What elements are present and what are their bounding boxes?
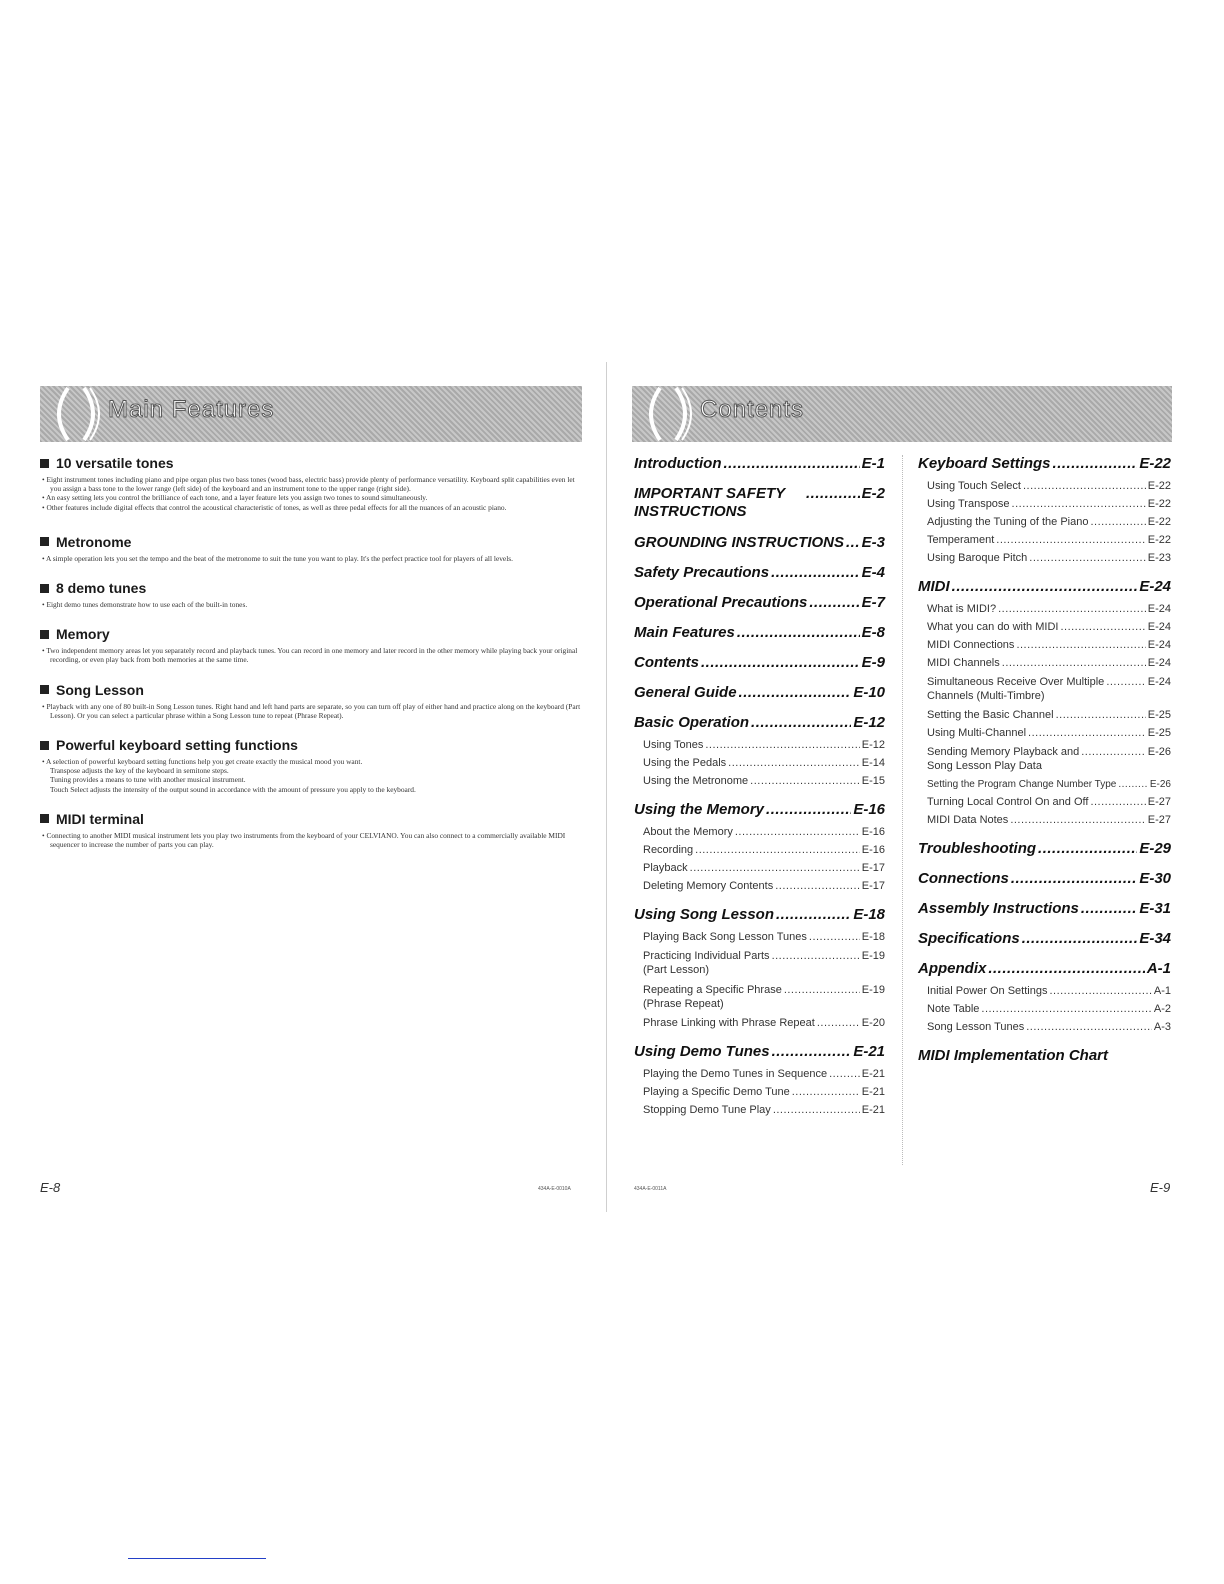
main-features-title: Main Features xyxy=(108,396,275,423)
toc-leader-dots xyxy=(1060,621,1145,633)
toc-subentry[interactable] xyxy=(918,675,1171,703)
feature-title: 10 versatile tones xyxy=(56,455,174,471)
toc-leader-dots xyxy=(750,775,860,787)
toc-leader-dots xyxy=(1081,900,1137,917)
toc-leader-dots xyxy=(809,931,860,943)
toc-subentry[interactable] xyxy=(918,552,1171,564)
toc-entry[interactable] xyxy=(634,624,885,641)
left-page-number: E-8 xyxy=(40,1180,61,1195)
feature-heading xyxy=(40,580,582,596)
toc-leader-dots xyxy=(771,564,860,581)
feature-bullet: • A simple operation lets you set the tempo and the beat of the metronome to suit the tune you want to play. It's the perfect practice tool for players of all levels. xyxy=(40,554,582,563)
toc-subentry[interactable] xyxy=(918,1003,1171,1015)
toc-page: E-7 xyxy=(861,594,885,611)
toc-label: What is MIDI? xyxy=(927,603,997,615)
toc-leader-dots xyxy=(1016,639,1145,651)
toc-page: E-24 xyxy=(1147,621,1171,633)
toc-label: Playback xyxy=(643,862,688,874)
toc-leader-dots xyxy=(988,960,1144,977)
toc-entry[interactable] xyxy=(634,485,885,521)
toc-leader-dots xyxy=(1011,870,1137,887)
toc-page: A-3 xyxy=(1153,1021,1171,1033)
toc-page: E-9 xyxy=(861,654,885,671)
contents-title: Contents xyxy=(700,396,805,423)
toc-page: E-21 xyxy=(861,1086,885,1098)
main-features-list xyxy=(40,455,582,849)
feature-bullet: • Connecting to another MIDI musical instrument lets you play two instruments from the keyboard of your CELVIANO. You can also connect to a commercially available MIDI sequencer to increase the number of parts you can play. xyxy=(40,831,582,849)
toc-page: E-20 xyxy=(861,1017,885,1029)
toc-leader-dots xyxy=(998,603,1146,615)
toc-leader-dots xyxy=(1023,480,1146,492)
toc-page: E-15 xyxy=(861,775,885,787)
toc-label: MIDI Implementation Chart xyxy=(918,1047,1109,1064)
toc-leader-dots xyxy=(739,684,852,701)
toc-label: Setting the Basic Channel xyxy=(927,709,1054,721)
left-page-code: 434A-E-0010A xyxy=(538,1186,571,1192)
feature-section xyxy=(40,580,582,609)
toc-leader-dots xyxy=(766,801,851,818)
page-fold xyxy=(606,362,607,1212)
toc-leader-dots xyxy=(806,485,860,502)
toc-leader-dots xyxy=(1012,498,1146,510)
toc-label: Using Touch Select xyxy=(927,480,1021,492)
toc-leader-dots xyxy=(735,826,860,838)
contents-banner xyxy=(632,386,1172,442)
toc-subentry[interactable] xyxy=(918,534,1171,546)
toc-leader-dots xyxy=(737,624,860,641)
feature-title: Song Lesson xyxy=(56,681,144,698)
toc-label: Temperament xyxy=(927,534,995,546)
feature-subline: Touch Select adjusts the intensity of the output sound in accordance with the amount of pressure you apply to the keyboard. xyxy=(50,784,416,794)
toc-label: Simultaneous Receive Over Multiple Channels (Multi-Timbre) xyxy=(927,676,1105,702)
toc-subentry[interactable] xyxy=(634,1017,885,1029)
square-bullet-icon xyxy=(40,685,49,694)
toc-leader-dots xyxy=(981,1003,1151,1015)
toc-subentry[interactable] xyxy=(634,880,885,892)
toc-page: E-10 xyxy=(853,684,885,701)
toc-leader-dots xyxy=(1002,657,1146,669)
feature-title: Powerful keyboard setting functions xyxy=(56,737,298,754)
toc-page: E-29 xyxy=(1139,840,1171,857)
toc-page: E-24 xyxy=(1147,676,1171,688)
toc-leader-dots xyxy=(772,950,860,962)
feature-bullet: • Two independent memory areas let you separately record and playback tunes. You can record in one memory and later record in the other memory while playing back your original recording, or even play back from both memories at the same time. xyxy=(40,646,582,664)
toc-page: E-21 xyxy=(861,1104,885,1116)
toc-page: E-24 xyxy=(1139,578,1171,595)
toc-label: Deleting Memory Contents xyxy=(643,880,774,892)
feature-title: Metronome xyxy=(56,533,132,550)
toc-subentry[interactable] xyxy=(634,826,885,838)
right-page-code: 434A-E-0011A xyxy=(634,1186,667,1192)
toc-subentry[interactable] xyxy=(918,621,1171,633)
toc-leader-dots xyxy=(695,844,860,856)
feature-subline: Tuning provides a means to tune with another musical instrument. xyxy=(50,775,246,785)
feature-subline: Transpose adjusts the key of the keyboard in semitone steps. xyxy=(50,766,229,776)
toc-subentry[interactable] xyxy=(634,1086,885,1098)
toc-leader-dots xyxy=(1118,779,1148,790)
toc-label: Using the Pedals xyxy=(643,757,727,769)
toc-page: E-2 xyxy=(861,485,885,502)
toc-page: E-30 xyxy=(1139,870,1171,887)
toc-page: E-27 xyxy=(1147,814,1171,826)
square-bullet-icon xyxy=(40,741,49,750)
toc-entry[interactable] xyxy=(918,578,1171,595)
toc-label: Appendix xyxy=(918,960,987,977)
toc-leader-dots xyxy=(705,739,859,751)
toc-entry[interactable] xyxy=(634,714,885,731)
square-bullet-icon xyxy=(40,814,49,823)
toc-page: E-22 xyxy=(1147,498,1171,510)
toc-leader-dots xyxy=(1028,727,1146,739)
toc-page: E-22 xyxy=(1147,534,1171,546)
toc-page: E-16 xyxy=(861,826,885,838)
toc-page: E-17 xyxy=(861,880,885,892)
toc-page: E-21 xyxy=(853,1043,885,1060)
main-features-banner xyxy=(40,386,582,442)
toc-label: Contents xyxy=(634,654,699,671)
bracket-logo-icon xyxy=(638,386,698,442)
toc-subentry[interactable] xyxy=(634,862,885,874)
toc-subentry[interactable] xyxy=(918,516,1171,528)
toc-entry[interactable] xyxy=(918,870,1171,887)
toc-entry[interactable] xyxy=(918,455,1171,472)
toc-subentry[interactable] xyxy=(634,983,885,1011)
toc-label: Sending Memory Playback and Song Lesson Play Data xyxy=(927,746,1080,772)
toc-label: Basic Operation xyxy=(634,714,750,731)
toc-page: E-24 xyxy=(1147,603,1171,615)
toc-subentry[interactable] xyxy=(918,498,1171,510)
toc-leader-dots xyxy=(1022,930,1138,947)
toc-label: Safety Precautions xyxy=(634,564,770,581)
toc-label: Stopping Demo Tune Play xyxy=(643,1104,771,1116)
feature-heading xyxy=(40,811,582,827)
toc-subentry[interactable] xyxy=(918,603,1171,615)
toc-page: E-22 xyxy=(1147,516,1171,528)
toc-entry[interactable] xyxy=(918,1047,1171,1064)
feature-title: Memory xyxy=(56,626,110,643)
toc-label: Main Features xyxy=(634,624,735,641)
feature-bullet: • An easy setting lets you control the brilliance of each tone, and a layer feature lets you assign two tones to sound simultaneously. xyxy=(40,493,582,502)
toc-page: E-22 xyxy=(1139,455,1171,472)
toc-label: Phrase Linking with Phrase Repeat xyxy=(643,1017,815,1029)
toc-leader-dots xyxy=(1081,746,1146,758)
toc-subentry[interactable] xyxy=(634,739,885,751)
feature-heading xyxy=(40,455,582,471)
toc-subentry[interactable] xyxy=(918,796,1171,808)
toc-leader-dots xyxy=(792,1086,860,1098)
toc-subentry[interactable] xyxy=(634,844,885,856)
right-page-number: E-9 xyxy=(1150,1180,1171,1195)
toc-leader-dots xyxy=(1049,985,1151,997)
toc-label: Using Tones xyxy=(643,739,704,751)
feature-bullet: • Playback with any one of 80 built-in Song Lesson tunes. Right hand and left hand parts are separate, so you can turn off play of either hand and practice along on the keyboard (Part Lesson). Or you can select a particular phrase within a Song Lesson tune to repeat (Phrase Repeat). xyxy=(40,702,582,720)
toc-page: E-34 xyxy=(1139,930,1171,947)
feature-bullet: • Other features include digital effects that control the acoustical characteristic of tones, as well as three pedal effects for all the nuances of an acoustic piano. xyxy=(40,503,582,512)
feature-heading xyxy=(40,682,582,698)
toc-page: E-25 xyxy=(1147,727,1171,739)
toc-entry[interactable] xyxy=(634,1043,885,1060)
toc-subentry[interactable] xyxy=(918,709,1171,721)
toc-page: E-17 xyxy=(861,862,885,874)
toc-label: Introduction xyxy=(634,455,722,472)
toc-page: E-19 xyxy=(861,984,885,996)
toc-page: E-12 xyxy=(853,714,885,731)
toc-page: E-1 xyxy=(861,455,885,472)
toc-leader-dots xyxy=(1010,814,1145,826)
toc-leader-dots xyxy=(846,534,860,551)
toc-entry[interactable] xyxy=(634,594,885,611)
toc-label: MIDI xyxy=(918,578,950,595)
toc-page: E-18 xyxy=(853,906,885,923)
toc-label: Playing Back Song Lesson Tunes xyxy=(643,931,807,943)
toc-page: E-19 xyxy=(861,950,885,962)
toc-leader-dots xyxy=(690,862,860,874)
feature-section xyxy=(40,534,582,563)
feature-heading xyxy=(40,626,582,642)
toc-page: E-22 xyxy=(1147,480,1171,492)
toc-label: Repeating a Specific Phrase (Phrase Repeat) xyxy=(643,984,782,1010)
toc-page: E-25 xyxy=(1147,709,1171,721)
toc-leader-dots xyxy=(776,906,851,923)
toc-page: E-31 xyxy=(1139,900,1171,917)
feature-title: 8 demo tunes xyxy=(56,580,147,597)
toc-leader-dots xyxy=(773,1104,860,1116)
toc-leader-dots xyxy=(1106,676,1145,688)
toc-column-divider xyxy=(902,455,903,1165)
toc-label: Keyboard Settings xyxy=(918,455,1051,472)
toc-page: E-8 xyxy=(861,624,885,641)
toc-leader-dots xyxy=(809,594,859,611)
toc-entry[interactable] xyxy=(634,534,885,551)
toc-leader-dots xyxy=(952,578,1138,595)
toc-label: Operational Precautions xyxy=(634,594,808,611)
toc-label: Specifications xyxy=(918,930,1020,947)
toc-column-1 xyxy=(634,455,885,1116)
toc-label: Playing the Demo Tunes in Sequence xyxy=(643,1068,828,1080)
toc-label: Using Song Lesson xyxy=(634,906,775,923)
feature-heading xyxy=(40,737,582,753)
toc-entry[interactable] xyxy=(634,564,885,581)
toc-subentry[interactable] xyxy=(634,1068,885,1080)
toc-label: About the Memory xyxy=(643,826,733,838)
toc-subentry[interactable] xyxy=(918,985,1171,997)
toc-label: MIDI Connections xyxy=(927,639,1015,651)
toc-entry[interactable] xyxy=(918,840,1171,857)
toc-subentry[interactable] xyxy=(918,480,1171,492)
toc-leader-dots xyxy=(829,1068,860,1080)
toc-page: E-27 xyxy=(1147,796,1171,808)
toc-subentry[interactable] xyxy=(918,657,1171,669)
toc-page: E-14 xyxy=(861,757,885,769)
toc-leader-dots xyxy=(772,1043,852,1060)
toc-subentry[interactable] xyxy=(634,931,885,943)
toc-subentry[interactable] xyxy=(634,1104,885,1116)
toc-page: E-24 xyxy=(1147,639,1171,651)
feature-bullet: • Eight instrument tones including piano and pipe organ plus two bass tones (wood bass, electric bass) provide plenty of performance versatility. Keyboard split capabilities even let you assign a bass tone to the lower range (left side) of the keyboard and an instrument tone to the upper range (right side). xyxy=(40,475,582,493)
toc-label: Using Transpose xyxy=(927,498,1010,510)
toc-entry[interactable] xyxy=(634,801,885,818)
toc-page: E-3 xyxy=(861,534,885,551)
square-bullet-icon xyxy=(40,630,49,639)
toc-leader-dots xyxy=(817,1017,860,1029)
link-underline xyxy=(128,1558,266,1559)
toc-page: E-4 xyxy=(861,564,885,581)
toc-page: E-26 xyxy=(1147,746,1171,758)
toc-label: MIDI Data Notes xyxy=(927,814,1009,826)
toc-page: E-18 xyxy=(861,931,885,943)
toc-label: IMPORTANT SAFETY INSTRUCTIONS xyxy=(634,485,785,520)
toc-leader-dots xyxy=(1090,796,1145,808)
toc-leader-dots xyxy=(728,757,860,769)
toc-label: Connections xyxy=(918,870,1009,887)
toc-label: Note Table xyxy=(927,1003,980,1015)
toc-label: Practicing Individual Parts (Part Lesson) xyxy=(643,950,770,976)
toc-subentry[interactable] xyxy=(918,814,1171,826)
toc-subentry[interactable] xyxy=(918,727,1171,739)
toc-leader-dots xyxy=(1029,552,1145,564)
toc-subentry[interactable] xyxy=(634,949,885,977)
toc-label: Initial Power On Settings xyxy=(927,985,1048,997)
toc-leader-dots xyxy=(775,880,860,892)
toc-label: Turning Local Control On and Off xyxy=(927,796,1089,808)
toc-subentry[interactable] xyxy=(634,775,885,787)
toc-label: Using Baroque Pitch xyxy=(927,552,1028,564)
toc-page: E-16 xyxy=(861,844,885,856)
toc-subentry[interactable] xyxy=(918,639,1171,651)
square-bullet-icon xyxy=(40,537,49,546)
toc-entry[interactable] xyxy=(918,960,1171,977)
toc-page: E-24 xyxy=(1147,657,1171,669)
toc-label: Adjusting the Tuning of the Piano xyxy=(927,516,1089,528)
toc-leader-dots xyxy=(1090,516,1145,528)
toc-leader-dots xyxy=(701,654,860,671)
toc-page: A-1 xyxy=(1146,960,1171,977)
feature-section xyxy=(40,626,582,664)
feature-section xyxy=(40,811,582,849)
toc-column-2 xyxy=(918,455,1171,1064)
toc-page: E-16 xyxy=(853,801,885,818)
toc-label: Setting the Program Change Number Type xyxy=(927,779,1117,790)
toc-entry[interactable] xyxy=(634,906,885,923)
toc-entry[interactable] xyxy=(634,654,885,671)
square-bullet-icon xyxy=(40,459,49,468)
toc-label: GROUNDING INSTRUCTIONS xyxy=(634,534,844,551)
feature-heading xyxy=(40,534,582,550)
toc-label: General Guide xyxy=(634,684,737,701)
toc-leader-dots xyxy=(1038,840,1137,857)
toc-subentry[interactable] xyxy=(918,745,1171,773)
feature-bullet: • Eight demo tunes demonstrate how to use each of the built-in tones. xyxy=(40,600,582,609)
toc-page: A-2 xyxy=(1153,1003,1171,1015)
feature-bullet: • A selection of powerful keyboard setting functions help you get create exactly the musical mood you want. xyxy=(40,757,582,766)
toc-leader-dots xyxy=(1026,1021,1152,1033)
toc-label: Using Multi-Channel xyxy=(927,727,1027,739)
toc-leader-dots xyxy=(723,455,859,472)
feature-section xyxy=(40,737,582,794)
toc-label: Using the Memory xyxy=(634,801,765,818)
toc-entry[interactable] xyxy=(918,930,1171,947)
toc-label: What you can do with MIDI xyxy=(927,621,1059,633)
toc-label: Song Lesson Tunes xyxy=(927,1021,1025,1033)
toc-entry[interactable] xyxy=(918,900,1171,917)
feature-title: MIDI terminal xyxy=(56,810,144,827)
bracket-logo-icon xyxy=(46,386,106,442)
toc-label: Troubleshooting xyxy=(918,840,1037,857)
toc-leader-dots xyxy=(784,984,860,996)
toc-label: Playing a Specific Demo Tune xyxy=(643,1086,790,1098)
toc-leader-dots xyxy=(996,534,1145,546)
toc-page: E-23 xyxy=(1147,552,1171,564)
toc-label: Using Demo Tunes xyxy=(634,1043,770,1060)
toc-page: E-21 xyxy=(861,1068,885,1080)
toc-leader-dots xyxy=(1056,709,1146,721)
toc-label: Using the Metronome xyxy=(643,775,749,787)
toc-label: MIDI Channels xyxy=(927,657,1000,669)
square-bullet-icon xyxy=(40,584,49,593)
toc-entry[interactable] xyxy=(634,455,885,472)
toc-page: E-12 xyxy=(861,739,885,751)
toc-label: Assembly Instructions xyxy=(918,900,1079,917)
toc-subentry[interactable] xyxy=(918,1021,1171,1033)
feature-section xyxy=(40,682,582,720)
feature-section xyxy=(40,455,582,512)
toc-page: A-1 xyxy=(1153,985,1171,997)
toc-leader-dots xyxy=(751,714,851,731)
toc-subentry[interactable] xyxy=(634,757,885,769)
toc-subentry[interactable] xyxy=(918,779,1171,790)
toc-leader-dots xyxy=(1053,455,1138,472)
toc-entry[interactable] xyxy=(634,684,885,701)
toc-page: E-26 xyxy=(1149,779,1171,790)
toc-label: Recording xyxy=(643,844,694,856)
